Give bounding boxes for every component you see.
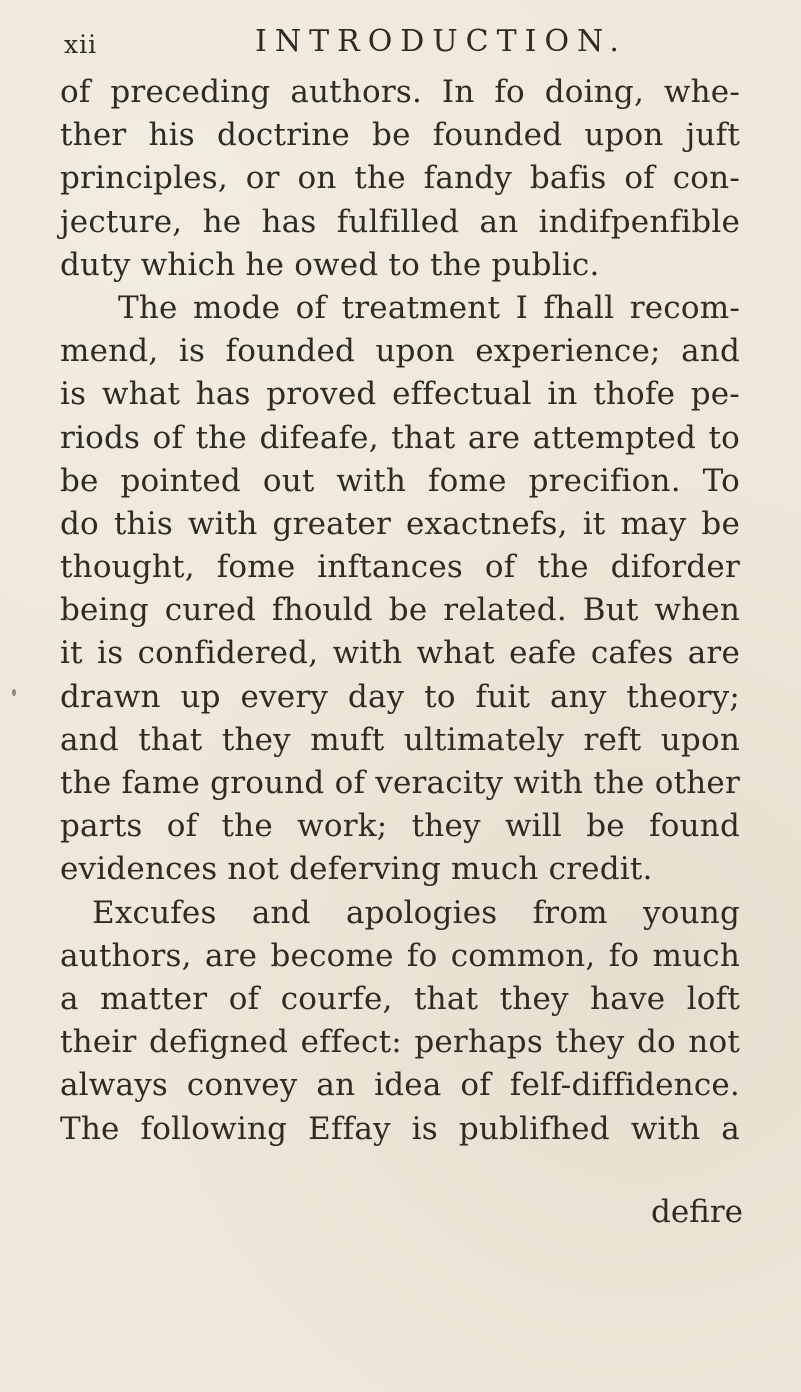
running-head: INTRODUCTION. xyxy=(255,24,627,59)
text-line: evidences not deferving much credit. xyxy=(60,851,653,888)
text-line: a matter of courfe, that they have loft xyxy=(60,980,740,1017)
text-line: it is confidered, with what eafe cafes are xyxy=(60,635,740,672)
text-line: and that they muft ultimately reft upon xyxy=(60,721,740,758)
text-line: riods of the difeafe, that are attempted to xyxy=(60,419,740,456)
text-line: principles, or on the fandy bafis of con- xyxy=(60,160,740,197)
text-line: parts of the work; they will be found xyxy=(60,808,740,845)
text-line: The following Effay is publifhed with a xyxy=(60,1110,740,1147)
text-line: The mode of treatment I fhall recom- xyxy=(118,289,740,326)
text-line: being cured fhould be related. But when xyxy=(60,592,740,629)
text-line: be pointed out with fome precifion. To xyxy=(60,462,740,499)
page-header xyxy=(58,18,743,62)
text-line: drawn up every day to fuit any theory; xyxy=(60,678,740,715)
catchword: defire xyxy=(650,1194,743,1230)
text-line: the fame ground of veracity with the other xyxy=(60,765,740,801)
body-text xyxy=(60,71,740,1151)
text-line: jecture, he has fulfilled an indifpenfible xyxy=(60,203,740,240)
text-line: mend, is founded upon experience; and xyxy=(60,333,740,370)
text-line: thought, fome inftances of the diforder xyxy=(60,549,740,586)
text-line: of preceding authors. In fo doing, whe- xyxy=(60,74,740,110)
page-number: xii xyxy=(64,30,98,59)
text-line: authors, are become fo common, fo much xyxy=(60,937,740,974)
text-line: do this with greater exactnefs, it may be xyxy=(60,505,740,542)
text-line: Excufes and apologies from young xyxy=(92,894,740,931)
text-line: is what has proved effectual in thofe pe- xyxy=(60,376,740,413)
text-line: their defigned effect: perhaps they do not xyxy=(60,1024,740,1061)
text-line: duty which he owed to the public. xyxy=(60,246,600,283)
paper-speck xyxy=(12,689,16,696)
text-line: ther his doctrine be founded upon juft xyxy=(60,117,740,154)
text-line: always convey an idea of felf-diffidence. xyxy=(60,1067,740,1104)
